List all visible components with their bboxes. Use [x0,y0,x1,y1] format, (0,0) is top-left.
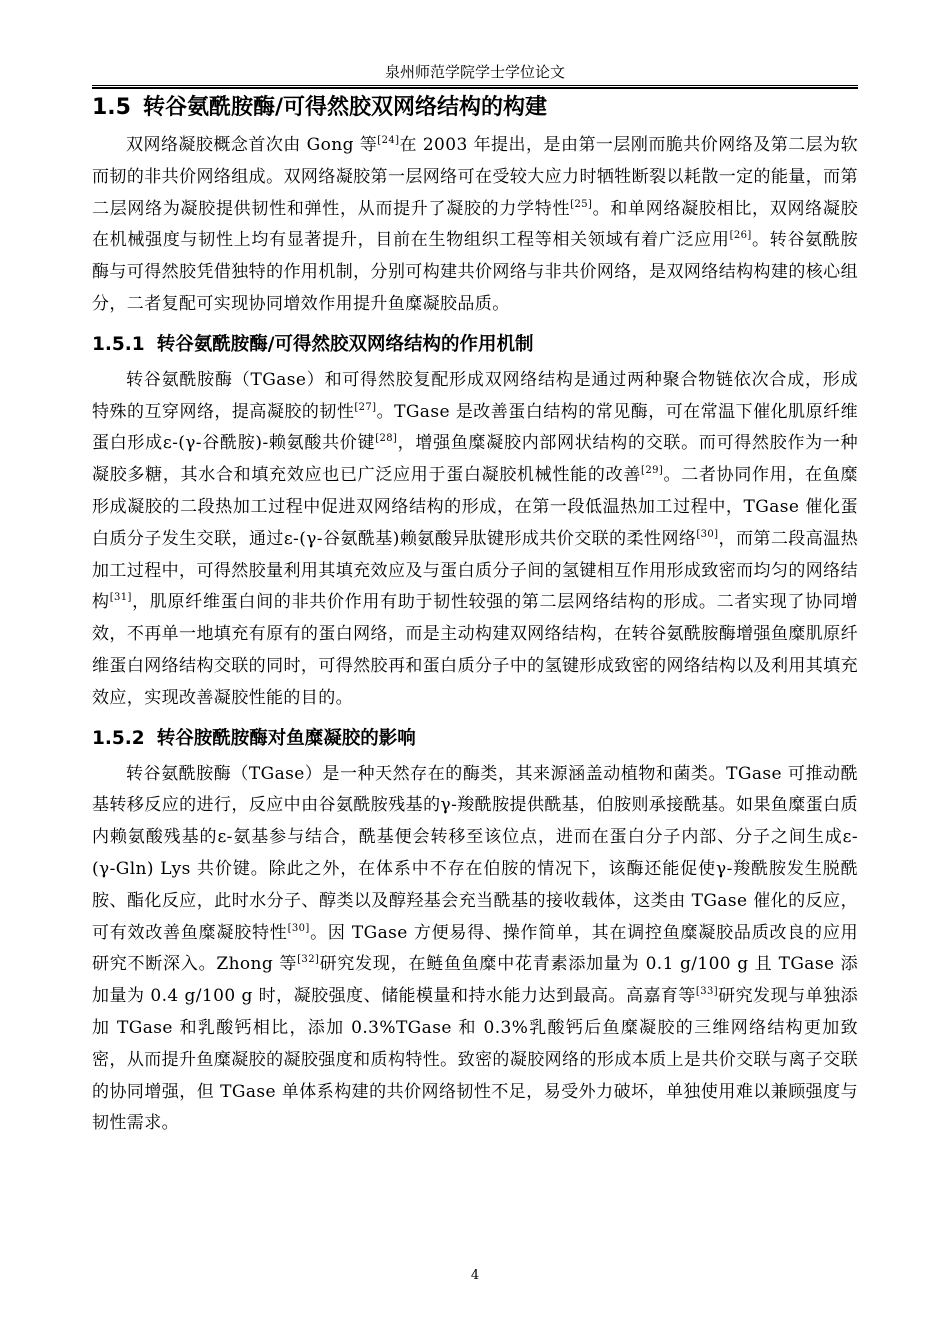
subsection-title: 转谷胺酰胺酶对鱼糜凝胶的影响 [156,727,416,749]
citation-ref: [30] [696,528,719,540]
citation-ref: [30] [287,922,310,934]
text-run: 。二者协同作用，在鱼糜形成凝胶的二段热加工过程中促进双网络结构的形成，在第一段低温热加工过程中，TGase 催化蛋白质分子发生交联，通过ε-(γ-谷氨酰基)赖氨酸异肽键形成共价交联的柔性网络 [92,465,858,549]
citation-ref: [31] [109,592,132,604]
citation-ref: [32] [297,954,320,966]
text-run: 。TGase 是改善蛋白结构的常见酶，可在常温下催化肌原纤维蛋白形成ε-(γ-谷酰胺)-赖氨酸共价键 [92,401,858,454]
citation-ref: [24] [377,135,400,146]
section-heading-1-5 [92,90,858,126]
section-1-5-1-body [92,365,858,715]
text-run: 转谷氨酰胺酶（TGase）是一种天然存在的酶类，其来源涵盖动植物和菌类。TGase 可推动酰基转移反应的进行，反应中由谷氨酰胺残基的γ-羧酰胺提供酰基，伯胺则承接酰基。如果鱼糜蛋白质内赖氨酸残基的ε-氨基参与结合，酰基便会转移至该位点，进而在蛋白分子内部、分子之间生成ε-(γ-Gln) Lys 共价键。除此之外，在体系中不存在伯胺的情况下，该酶还能促使γ-羧酰胺发生脱酰胺、酯化反应，此时水分子、醇类以及醇羟基会充当酰基的接收载体，这类由 TGase 催化的反应，可有效改善鱼糜凝胶特性 [92,763,858,943]
subsection-heading-1-5-1 [92,329,858,361]
running-header: 泉州师范学院学士学位论文 [92,62,858,86]
citation-ref: [26] [729,230,752,242]
subsection-heading-1-5-2 [92,723,858,755]
text-run: 。和单网络凝胶相比，双网络凝胶在机械强度与韧性上均有显著提升，目前在生物组织工程等相关领域有着广泛应用 [92,198,858,251]
citation-ref: [25] [570,198,593,210]
citation-ref: [27] [354,401,377,413]
subsection-title: 转谷氨酰胺酶/可得然胶双网络结构的作用机制 [156,333,534,355]
text-run: 。因 TGase 方便易得、操作简单，其在调控鱼糜凝胶品质改良的应用研究不断深入。Zhong 等 [92,922,859,975]
text-run: 研究发现，在鲢鱼鱼糜中花青素添加量为 0.1 g/100 g 且 TGase 添加量为 0.4 g/100 g 时，凝胶强度、储能模量和持水能力达到最高。高嘉育等 [92,954,858,1007]
text-run: 。转谷氨酰胺酶与可得然胶凭借独特的作用机制，分别可构建共价网络与非共价网络，是双网络结构构建的核心组分，二者复配可实现协同增效作用提升鱼糜凝胶品质。 [92,230,858,314]
text-run: ，肌原纤维蛋白间的非共价作用有助于韧性较强的第二层网络结构的形成。二者实现了协同增效，不再单一地填充有原有的蛋白网络，而是主动构建双网络结构，在转谷氨酰胺酶增强鱼糜肌原纤维蛋白网络结构交联的同时，可得然胶再和蛋白质分子中的氢键形成致密的网络结构以及利用其填充效应，实现改善凝胶性能的目的。 [92,592,858,708]
citation-ref: [28] [375,433,398,445]
citation-ref: [29] [641,465,664,477]
subsection-number: 1.5.1 [92,333,145,355]
text-run: 在 2003 年提出，是由第一层刚而脆共价网络及第二层为软而韧的非共价网络组成。双网络凝胶第一层网络可在受较大应力时牺牲断裂以耗散一定的能量，而第二层网络为凝胶提供韧性和弹性，从而提升了凝胶的力学特性 [92,135,858,219]
body-paragraph [92,759,858,1141]
text-run: 研究发现与单独添加 TGase 和乳酸钙相比，添加 0.3%TGase 和 0.3%乳酸钙后鱼糜凝胶的三维网络结构更加致密，从而提升鱼糜凝胶的凝胶强度和质构特性。致密的凝胶网络的形成本质上是共价交联与离子交联的协同增强，但 TGase 单体系构建的共价网络韧性不足，易受外力破坏，单独使用难以兼顾强度与韧性需求。 [92,986,858,1134]
body-paragraph [92,365,858,715]
text-run: ，增强鱼糜凝胶内部网状结构的交联。而可得然胶作为一种凝胶多糖，其水合和填充效应也已广泛应用于蛋白凝胶机械性能的改善 [92,433,858,486]
section-1-5-body [92,130,858,321]
body-paragraph [92,130,858,321]
text-run: ，而第二段高温热加工过程中，可得然胶量利用其填充效应及与蛋白质分子间的氢键相互作用形成致密而均匀的网络结构 [92,528,858,613]
section-number: 1.5 [92,95,131,120]
text-run: 双网络凝胶概念首次由 Gong 等 [126,135,378,155]
text-run: 转谷氨酰胺酶（TGase）和可得然胶复配形成双网络结构是通过两种聚合物链依次合成，形成特殊的互穿网络，提高凝胶的韧性 [92,369,858,422]
subsection-number: 1.5.2 [92,727,145,749]
page-content [92,88,858,1148]
section-1-5-2-body [92,759,858,1141]
page-number: 4 [470,1268,480,1283]
citation-ref: [33] [695,986,719,998]
section-title: 转谷氨酰胺酶/可得然胶双网络结构的构建 [142,95,548,120]
